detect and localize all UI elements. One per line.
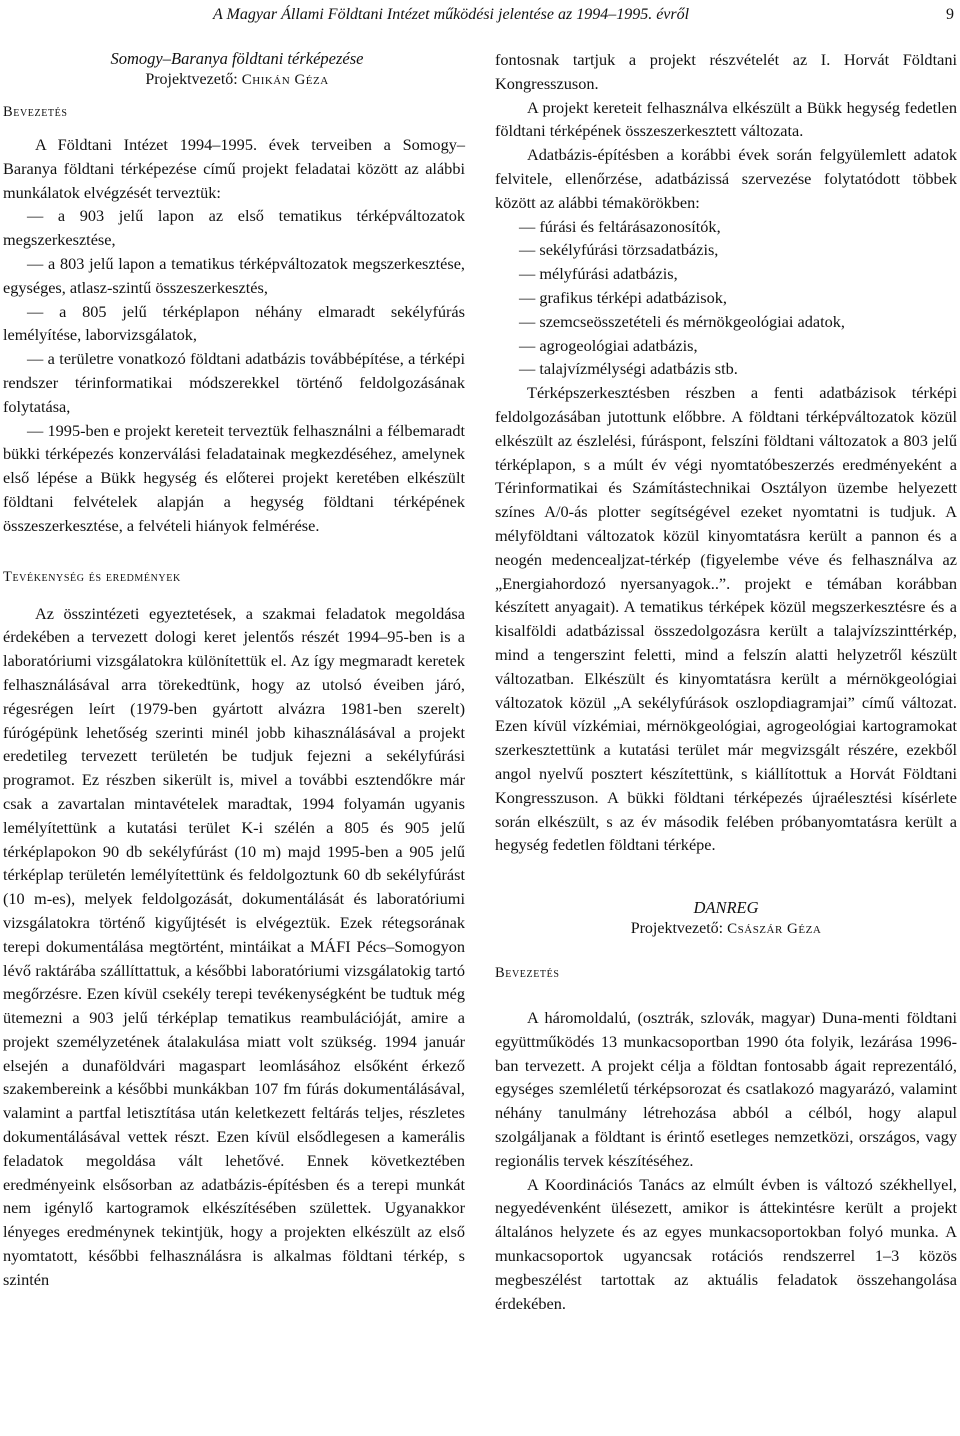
section-title-danreg [495, 897, 957, 940]
section-title-somogy [3, 48, 465, 91]
left-column [3, 48, 465, 1292]
bukk-paragraph: A projekt kereteit felhasználva elkészült a Bükk hegység fedetlen földtani térképének összeszerkesztett változata. [495, 97, 957, 141]
project-leader-prefix: Projektvezető: [630, 920, 728, 938]
project-leader-name: Császár Géza [727, 921, 822, 938]
danreg-paragraph: A háromoldalú, (osztrák, szlovák, magyar) Duna-menti földtani együttműködés 13 munkacsoportban 1990 óta folyik, lezárása 1996-ban tervezett. A projekt célja a földtan fontosabb ágait reprezentáló, egységes szemléletű térképsorozat és csatlakozó magyarázó, valamint néhány tanulmány létrehozása abból a célból, hogy alapul szolgáljanak a földtant is érintő esetleges nemzetközi, országos, vagy regionális tervek készítéséhez. [495, 1008, 957, 1170]
database-paragraph: Adatbázis-építésben a korábbi évek során felgyülemlett adatok felvitele, ellenőrzése, adatbázissá szervezése folytatódott többek között az alábbi témakörökben: [495, 145, 957, 212]
running-title: A Magyar Állami Földtani Intézet működési jelentése az 1994–1995. évről [213, 6, 690, 23]
database-item: — fúrási és feltárásazonosítók, [519, 216, 721, 236]
task-item: — a területre vonatkozó földtani adatbázis továbbépítése, a térképi rendszer térinformatikai módszerekkel történő feldolgozásának folytatása, [3, 349, 465, 416]
continuation-paragraph: fontosnak tartjuk a projekt részvételét az I. Horvát Földtani Kongresszuson. [495, 50, 957, 93]
task-item: — 1995-ben e projekt kereteit terveztük felhasználni a félbemaradt bükki térképezés konzerválási feladatainak megkezdéséhez, amelynek első lépése a Bükk hegység és előterei projekt keretében elkészült földtani felvételek alapján a hegység földtani térképének összeszerkesztése, a felvételi hiányok felmérése. [3, 420, 465, 535]
project-leader-name: Chikán Géza [241, 72, 329, 88]
results-heading: Tevékenység és eredmények [3, 568, 181, 585]
coordination-paragraph: A Koordinációs Tanács az elmúlt évben is változó székhellyel, negyedévenként ülésezett, amikor is áttekintésre került a projekt általános helyzete és az egyes munkacsoportokban folyó munka. A munkacsoportok ugyancsak rotációs rendszerrel 1–3 közös megbeszélést tartottak az aktuális feladatok összehangolása érdekében. [495, 1174, 957, 1313]
project-leader-prefix: Projektvezető: [145, 71, 242, 88]
task-item: — a 805 jelű térképlapon néhány elmaradt sekélyfúrás lemélyítése, laborvizsgálatok, [3, 301, 465, 345]
section-title-text: Somogy–Baranya földtani térképezése [110, 49, 364, 68]
database-list [495, 215, 957, 382]
project-leader [495, 918, 957, 940]
database-item: — mélyfúrási adatbázis, [519, 264, 678, 284]
section-title-text: DANREG [693, 898, 759, 918]
task-item: — a 903 jelű lapon az első tematikus térképváltozatok megszerkesztése, [3, 206, 465, 250]
intro-heading: Bevezetés [3, 104, 68, 120]
database-item: — sekélyfúrási törzsadatbázis, [519, 240, 719, 260]
database-item: — agrogeológiai adatbázis, [519, 335, 698, 355]
intro-paragraph: A Földtani Intézet 1994–1995. évek terveiben a Somogy–Baranya földtani térképezése című projekt feladatai között az alábbi munkálatok elvégzését terveztük: [3, 135, 465, 202]
right-column [495, 48, 957, 1315]
database-item: — szemcseösszetételi és mérnökgeológiai adatok, [519, 311, 845, 331]
database-item: — talajvízmélységi adatbázis stb. [519, 359, 738, 379]
project-leader [9, 69, 465, 91]
results-paragraph: Az összintézeti egyeztetések, a szakmai feladatok megoldása érdekében a tervezett dologi keret jelentős részét 1994–95-ben is a laboratóriumi vizsgálatokra különítettük el. Az így megmaradt keretek felhasználásával arra törekedtünk, hogy az utolsó éveiben járó, régesrégen leírt (1979-ben gyártott alvázra 1981-ben szerelt) fúrógépünk lehetőség szerinti minél jobb kihasználásával a projekt eredetileg tervezett területén be tudjuk fejezni a sekélyfúrási programot. Ez részben sikerült is, mivel a további esztendőkre már csak a zavartalan mintavételek maradtak, 1994 folyamán ugyanis lemélyítettünk a kutatási terület K-i szélén a 805 és 905 jelű térképlapokon 90 db sekélyfúrást (10 m) majd 1995-ben a 905 jelű térképlap területén lemélyítettünk és feldolgoztunk 60 db sekélyfúrást (10 m-es), melyek feldolgozását, dokumentálását és laboratóriumi vizsgálatokra történő kigyűjtését is elvégeztük. Ezek rétegsorának terepi dokumentálása megtörtént, mintáikat a MÁFI Pécs–Somogyon lévő raktárába szállíttattuk, a későbbi laboratóriumi vizsgálatokig tartó megőrzésre. Ezen kívül csekély terepi tevékenységként be tudtuk még ütemezni a 903 jelű térképlap tematikus reambulációját, amire a projekt személyzetének átalakulása miatt volt szükség. 1994 január elsején a dunaföldvári magaspart leomlásához elsőként érkező szakembereink a későbbi munkákban 107 fm fúrás dokumentálásával, valamint a partfal letisztítása után keletkezett feltárás teljes, részletes dokumentálásával vettek részt. Ezen kívül elsődlegesen a kamerális feladatok megoldása vált lehetővé. Ennek következtében eredményeink elsősorban az adatbázis-építésben és a terepi munkát nem igénylő kartogramok elkészítésében születtek. Ugyanakkor lényeges eredménynek tekintjük, hogy a projekten elkészült az első nyomtatott, későbbi felhasználásra is alkalmas földtani térkép, s szintén [3, 603, 465, 1289]
task-item: — a 803 jelű lapon a tematikus térképváltozatok megszerkesztése, egységes, atlasz-szintű összeszerkesztés, [3, 253, 465, 297]
page-header [0, 6, 960, 30]
page-number: 9 [946, 6, 954, 23]
intro-heading: Bevezetés [495, 965, 560, 982]
database-item: — grafikus térképi adatbázisok, [519, 287, 727, 307]
maps-paragraph: Térképszerkesztésben részben a fenti adatbázisok térképi feldolgozásában jutottunk előbbre. A földtani térképváltozatok közül elkészült az észlelési, fúráspont, felszíni földtani változatok a 803 jelű térképlapon, s a múlt év végi nyomtatóbeszerzés eredményeként a Térinformatikai és Számítástechnikai Osztályon üzembe helyezett színes A/0-ás plotter segítségével ezeket nyomtatni is tudjuk. A mélyföldtani változatok közül kinyomtatásra került a pannon és a neogén medencealjzat-térkép (figyelembe véve és felhasználva az „Energiahordozó nyersanyagok..”. projekt e témában korábban készített anyagait). A tematikus térképek közül megszerkesztésre és a kisalföldi adatbázissal összedolgozásra került a talajvízszinttérkép, mind a tengerszint feletti, mind a felszín alatti helyzetről készült változatban. Elkészült és kinyomtatásra került a mérnökgeológiai változatok közül „A sekélyfúrások oszlopdiagramjai” című változat. Ezen kívül vízkémiai, mérnökgeológiai, agrogeológiai kartogramokat szerkesztettünk a kutatási terület már megvizsgált részére, ezekből angol nyelvű posztert készítettünk, s kiállítottuk a Horvát Földtani Kongresszuson. A bükki földtani térképezés újraélesztési kísérlete során elkészült, s az év második felében próbanyomtatásra került a hegység fedetlen földtani térképe. [495, 383, 957, 855]
